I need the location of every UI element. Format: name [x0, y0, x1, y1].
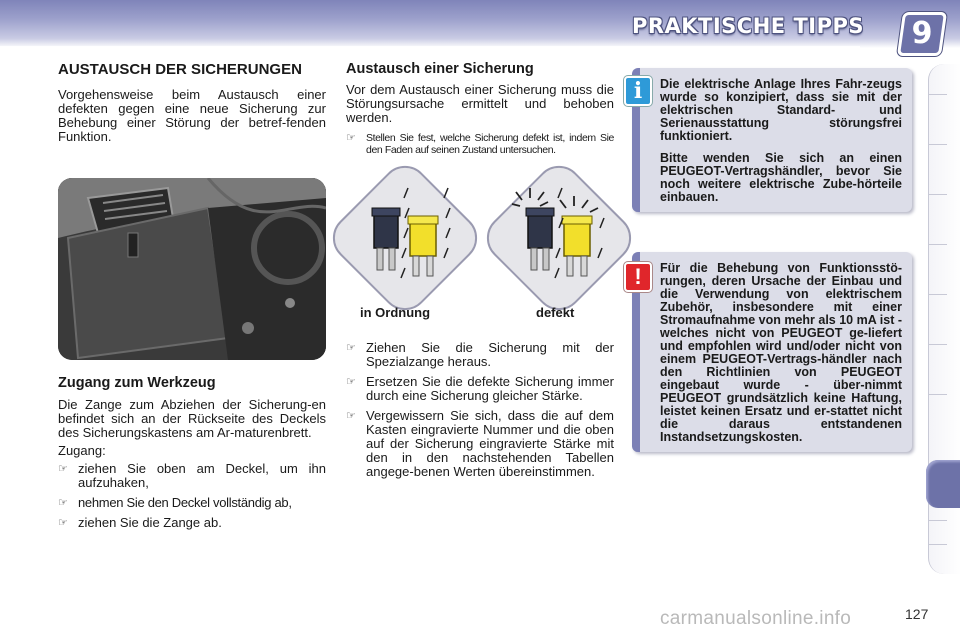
list-item-text: nehmen Sie den Deckel vollständig ab,	[78, 495, 292, 510]
list-item-text: Ersetzen Sie die defekte Sicherung immer durch eine Sicherung gleicher Stärke.	[366, 374, 614, 403]
fuse-ok-caption: in Ordnung	[360, 305, 431, 320]
page-number: 127	[905, 606, 929, 622]
tab-divider	[929, 394, 947, 395]
chapter-number: 9	[911, 16, 933, 51]
chapter-badge	[897, 12, 947, 56]
list-item	[346, 375, 614, 403]
list-item	[346, 341, 614, 369]
access-label: Zugang:	[58, 443, 106, 458]
info-paragraph: Bitte wenden Sie sich an einen PEUGEOT-Vertragshändler, bevor Sie noch weitere elektrische Zube-hörteile einbauen.	[660, 151, 902, 204]
pointer-icon: ☞	[58, 497, 68, 509]
pointer-icon: ☞	[346, 410, 356, 422]
intro-text: Vor dem Austausch einer Sicherung muss die Störungsursache ermittelt und behoben werden.	[346, 82, 614, 125]
tab-divider	[929, 520, 947, 521]
section-heading: Austausch einer Sicherung	[346, 61, 534, 77]
warning-box	[632, 252, 912, 452]
tab-divider	[929, 244, 947, 245]
warning-icon: !	[624, 262, 652, 292]
fuse-ok-illustration	[346, 178, 464, 296]
tab-divider	[929, 144, 947, 145]
tab-divider	[929, 194, 947, 195]
tab-divider	[929, 94, 947, 95]
list-item-text: Ziehen Sie die Sicherung mit der Spezialzange heraus.	[366, 340, 614, 369]
list-item-text: Vergewissern Sie sich, dass die auf dem Kasten eingravierte Nummer und die oben auf der Sicherung eingravierte Stärke mit den in den nachstehenden Tabellen angege-benen Werten übereinstimmen.	[366, 408, 614, 479]
replacement-steps	[346, 341, 614, 479]
list-item	[58, 516, 326, 530]
pointer-icon: ☞	[58, 463, 68, 475]
list-item-text: ziehen Sie oben am Deckel, um ihn aufzuhaken,	[78, 461, 326, 490]
tool-access-section	[58, 376, 326, 530]
intro-text: Vorgehensweise beim Austausch einer defekten gegen eine neue Sicherung zur Behebung einer Störung der betref-fenden Funktion.	[58, 87, 326, 144]
page-title: PRAKTISCHE TIPPS	[631, 14, 864, 38]
list-item	[346, 409, 614, 479]
tab-divider	[929, 294, 947, 295]
dashboard-photo	[58, 178, 326, 360]
fuse-defect-caption: defekt	[536, 305, 575, 320]
note-text: Stellen Sie fest, welche Sicherung defekt ist, indem Sie den Faden auf seinen Zustand untersuchen.	[366, 132, 614, 156]
info-box-content	[640, 68, 912, 212]
tab-divider	[929, 544, 947, 545]
section-heading: AUSTAUSCH DER SICHERUNGEN	[58, 61, 302, 78]
left-column	[58, 62, 326, 144]
watermark: carmanualsonline.info	[660, 608, 852, 629]
tab-divider	[929, 344, 947, 345]
info-icon: i	[624, 76, 652, 106]
list-item	[58, 496, 326, 510]
dashboard-illustration	[58, 178, 326, 360]
fuse-defect-illustration	[500, 178, 618, 296]
pointer-icon: ☞	[346, 132, 356, 144]
note-item	[346, 132, 614, 156]
warning-box-content	[640, 252, 912, 452]
list-item	[58, 462, 326, 490]
chapter-tab-active[interactable]	[926, 460, 960, 508]
warning-paragraph: Für die Behebung von Funktionsstö-rungen, deren Ursache der Einbau und die Verwendung von elektrischem Zubehör, insbesondere mit einer Stromaufnahme von mehr als 10 mA ist - welches nicht von PEUGEOT ge-liefert und empfohlen wird und/oder nicht von einem PEUGEOT-Vertrags-händler nach den Richtlinien von PEUGEOT eingebaut wurde - über-nimmt PEUGEOT grundsätzlich keine Haftung, leistet keinen Ersatz und er-stattet nicht die daraus entstandenen Instandsetzungskosten.	[660, 261, 902, 444]
list-item-text: ziehen Sie die Zange ab.	[78, 515, 222, 530]
header-divider	[0, 46, 860, 48]
pointer-icon: ☞	[346, 342, 356, 354]
info-paragraph: Die elektrische Anlage Ihres Fahr-zeugs wurde so konzipiert, dass sie mit der elektrischen Standard- und Serienausstattung störungsfrei funktioniert.	[660, 77, 902, 143]
pointer-icon: ☞	[346, 376, 356, 388]
middle-column	[346, 62, 614, 156]
info-box	[632, 68, 912, 212]
tool-location-text: Die Zange zum Abziehen der Sicherung-en befindet sich an der Rückseite des Deckels des Sicherungskastens am Ar-maturenbrett.	[58, 397, 326, 440]
pointer-icon: ☞	[58, 517, 68, 529]
subheading-tool-access: Zugang zum Werkzeug	[58, 375, 216, 391]
